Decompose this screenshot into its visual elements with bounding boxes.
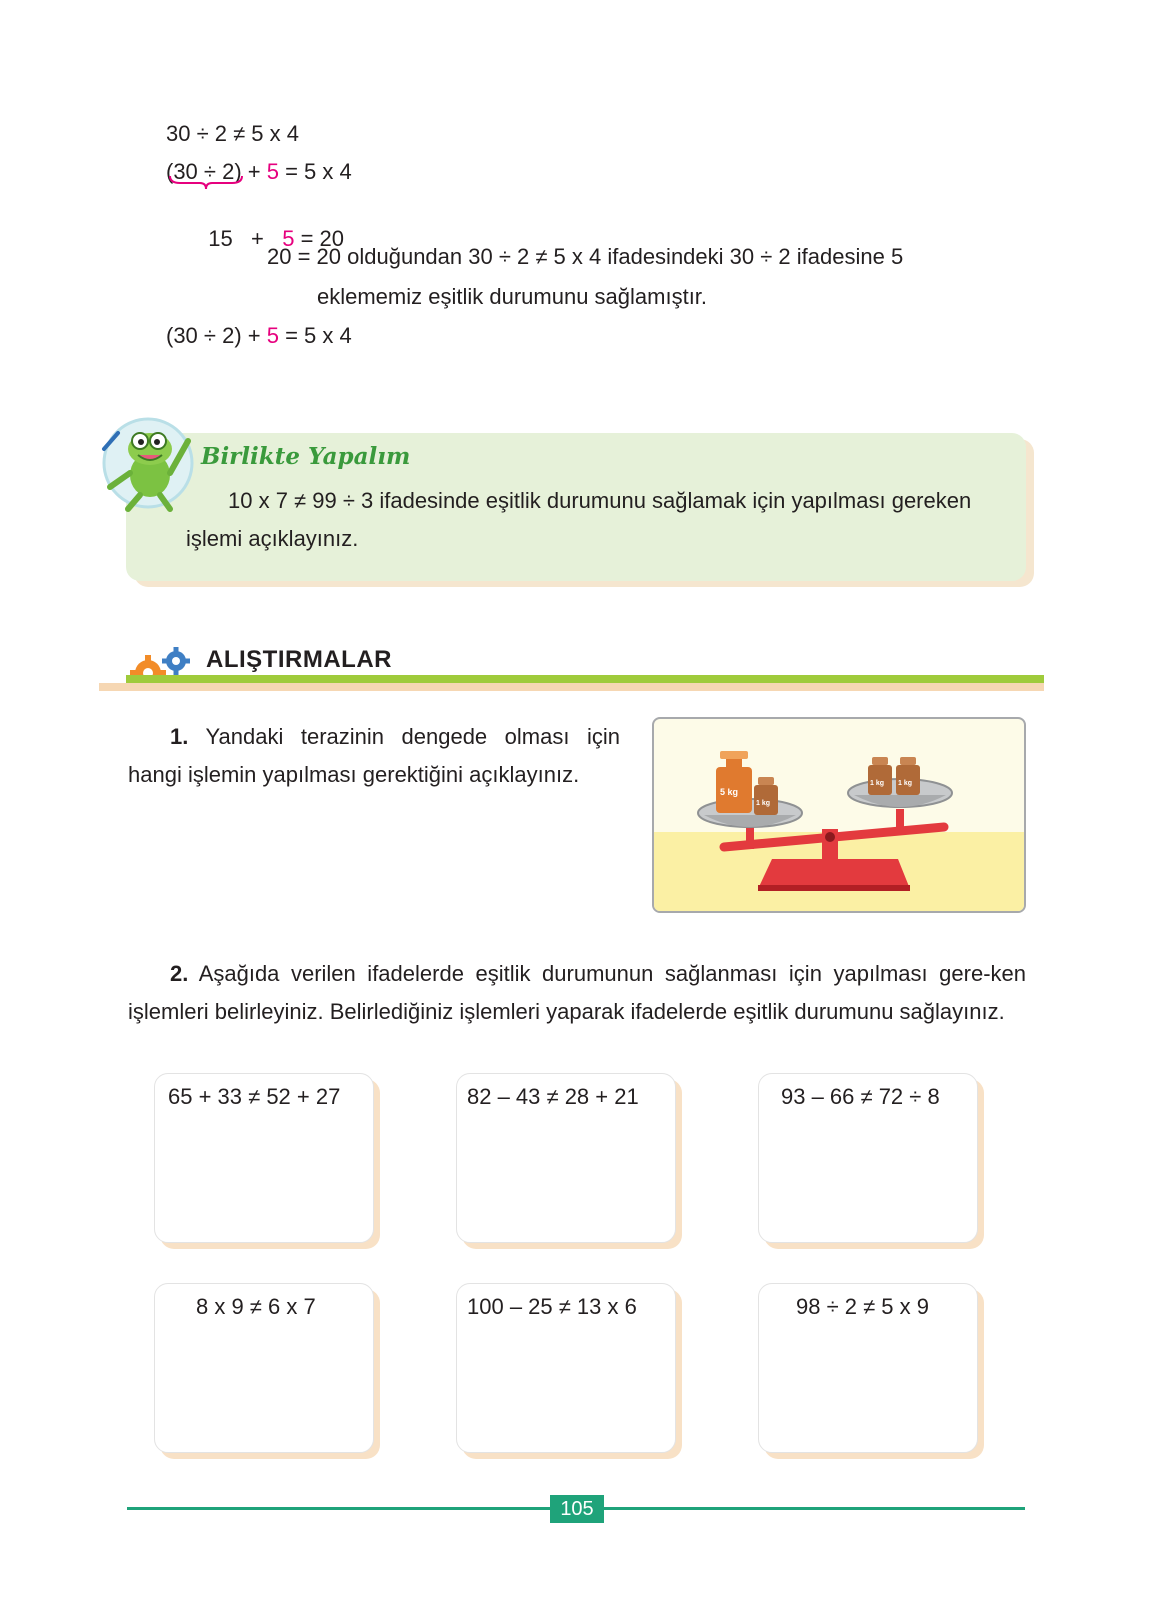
equation-line-4-right: = 5 x 4 xyxy=(278,323,352,348)
card-expression-4: 8 x 9 ≠ 6 x 7 xyxy=(196,1294,316,1319)
card-expression-3: 93 – 66 ≠ 72 ÷ 8 xyxy=(781,1084,940,1109)
equation-line-4-left: (30 ÷ 2) + xyxy=(166,323,267,348)
added-number-2: 5 xyxy=(282,226,295,251)
weight-label-1kg-left: 1 kg xyxy=(756,800,771,807)
card-expression-1: 65 + 33 ≠ 52 + 27 xyxy=(168,1084,341,1109)
explanation-line-2: eklememiz eşitlik durumunu sağlamıştır. xyxy=(317,284,708,309)
question-1-number: 1. xyxy=(170,724,189,749)
balance-scale-figure xyxy=(652,717,1026,913)
balance-scale-icon xyxy=(654,719,1024,911)
weight-label-1kg-right-2: 1 kg xyxy=(898,780,913,787)
equation-line-3-right: = 20 xyxy=(294,226,345,251)
question-2 xyxy=(128,955,1026,1031)
question-1 xyxy=(128,718,620,794)
equation-line-3-left: 15 + xyxy=(208,226,283,251)
added-number-3: 5 xyxy=(266,323,279,348)
weight-label-1kg-right-1: 1 kg xyxy=(870,780,885,787)
question-2-number: 2. xyxy=(170,961,189,986)
weight-label-5kg: 5 kg xyxy=(720,787,739,797)
activity-title: Birlikte Yapalım xyxy=(201,443,411,470)
added-number: 5 xyxy=(266,159,279,184)
equation-line-2-left: (30 ÷ 2) + xyxy=(166,159,267,184)
footer-line-right xyxy=(604,1507,1025,1510)
footer-line-left xyxy=(127,1507,550,1510)
explanation-line-1: 20 = 20 olduğundan 30 ÷ 2 ≠ 5 x 4 ifadesindeki 30 ÷ 2 ifadesine 5 xyxy=(267,244,904,269)
section-heading: ALIŞTIRMALAR xyxy=(206,646,392,673)
equation-line-1: 30 ÷ 2 ≠ 5 x 4 xyxy=(166,121,299,146)
question-1-text: Yandaki terazinin dengede olması için hangi işlemin yapılması gerektiğini açıklayınız. xyxy=(128,724,620,787)
card-expression-2: 82 – 43 ≠ 28 + 21 xyxy=(467,1084,639,1109)
activity-text: 10 x 7 ≠ 99 ÷ 3 ifadesinde eşitlik durumunu sağlamak için yapılması gereken işlemi açıklayınız. xyxy=(186,488,972,551)
question-2-text: Aşağıda verilen ifadelerde eşitlik durumunun sağlanması için yapılması gere-ken işlemleri belirleyiniz. Belirlediğiniz işlemleri yaparak ifadelerde eşitlik durumunu sağlayınız. xyxy=(128,961,1026,1024)
equation-line-2-right: = 5 x 4 xyxy=(278,159,352,184)
equation-line-4 xyxy=(166,322,352,350)
card-expression-5: 100 – 25 ≠ 13 x 6 xyxy=(467,1294,637,1319)
heading-bar-orange xyxy=(99,683,1044,691)
page-number: 105 xyxy=(550,1495,604,1523)
card-expression-6: 98 ÷ 2 ≠ 5 x 9 xyxy=(796,1294,929,1319)
underbrace-icon xyxy=(168,174,244,190)
frog-mascot-icon xyxy=(100,413,200,513)
heading-bar-green xyxy=(126,675,1044,683)
